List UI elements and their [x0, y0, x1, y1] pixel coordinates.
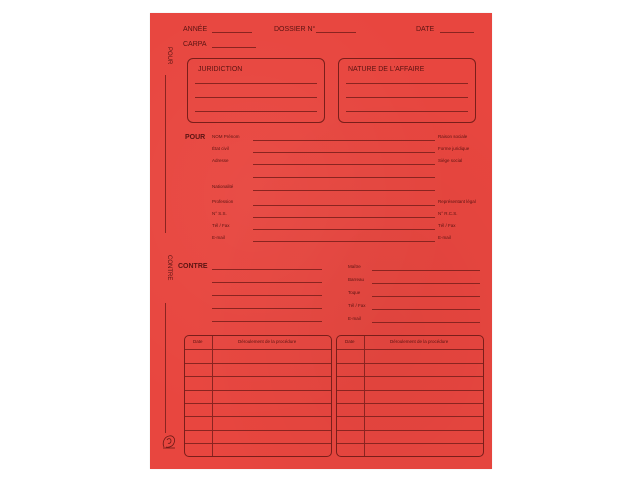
annee-label: ANNÉE [183, 26, 208, 33]
pour-company-label: E-mail [438, 235, 451, 240]
contre-line[interactable] [212, 269, 322, 270]
contre-lawyer-label: E-mail [348, 316, 361, 321]
procedure-column-header: Déroulement de la procédure [238, 339, 297, 344]
pour-side-line [165, 75, 166, 233]
table-row[interactable] [337, 390, 483, 391]
nature-affaire-box [338, 58, 476, 123]
pour-line[interactable] [253, 241, 435, 242]
dossier-field[interactable] [316, 32, 356, 33]
procedure-table-2 [336, 335, 484, 457]
contre-lawyer-line[interactable] [372, 270, 480, 271]
pour-side-label: POUR [166, 47, 172, 65]
table-row[interactable] [337, 443, 483, 444]
contre-lawyer-line[interactable] [372, 296, 480, 297]
pour-company-label: N° R.C.S. [438, 211, 458, 216]
table-row[interactable] [185, 390, 331, 391]
pour-field-label: Profession [212, 199, 234, 204]
table-row[interactable] [185, 363, 331, 364]
date-column-header: Date [193, 339, 203, 344]
dossier-label: DOSSIER N° [274, 26, 316, 33]
procedure-column-header: Déroulement de la procédure [390, 339, 449, 344]
table-row[interactable] [185, 376, 331, 377]
table-row[interactable] [337, 363, 483, 364]
date-label: DATE [416, 26, 435, 33]
nature-line-1[interactable] [346, 83, 468, 84]
pour-company-label: Représentant légal [438, 199, 476, 204]
table-row[interactable] [185, 416, 331, 417]
pour-line[interactable] [253, 164, 435, 165]
contre-line[interactable] [212, 295, 322, 296]
annee-field[interactable] [212, 32, 252, 33]
table-row[interactable] [337, 376, 483, 377]
table-row[interactable] [337, 430, 483, 431]
pour-company-label: Forme juridique [438, 146, 470, 151]
table-row[interactable] [185, 443, 331, 444]
contre-lawyer-label: Tél / Fax [348, 303, 366, 308]
table-row[interactable] [185, 430, 331, 431]
contre-side-label: CONTRE [166, 255, 172, 281]
date-field[interactable] [440, 32, 474, 33]
juridiction-line-3[interactable] [195, 111, 317, 112]
contre-lawyer-line[interactable] [372, 309, 480, 310]
table-row[interactable] [337, 416, 483, 417]
pour-title: POUR [185, 134, 206, 141]
juridiction-box [187, 58, 325, 123]
folder-sheet [150, 13, 492, 469]
pour-company-label: Raison sociale [438, 134, 468, 139]
juridiction-line-2[interactable] [195, 97, 317, 98]
pour-line[interactable] [253, 140, 435, 141]
pour-field-label: Nationalité [212, 184, 234, 189]
juridiction-line-1[interactable] [195, 83, 317, 84]
contre-lawyer-label: Barreau [348, 277, 365, 282]
carpa-field[interactable] [212, 47, 256, 48]
pour-field-label: N° S.S. [212, 211, 227, 216]
carpa-label: CARPA [183, 41, 207, 48]
pour-field-label: NOM Prénom [212, 134, 240, 139]
pour-line[interactable] [253, 217, 435, 218]
nature-affaire-label: NATURE DE L'AFFAIRE [348, 66, 425, 73]
pour-field-label: Adresse [212, 158, 229, 163]
pour-field-label: Tél / Fax [212, 223, 230, 228]
table-row[interactable] [185, 349, 331, 350]
pour-field-label: État civil [212, 146, 229, 151]
table-row[interactable] [337, 349, 483, 350]
contre-line[interactable] [212, 282, 322, 283]
column-divider [212, 336, 213, 456]
pour-company-label: Siège social [438, 158, 463, 163]
pour-line[interactable] [253, 205, 435, 206]
date-column-header: Date [345, 339, 355, 344]
contre-lawyer-label: Toque [348, 290, 361, 295]
contre-title: CONTRE [178, 263, 208, 270]
nature-line-3[interactable] [346, 111, 468, 112]
exacompta-logo-icon [160, 433, 178, 451]
table-row[interactable] [185, 403, 331, 404]
column-divider [364, 336, 365, 456]
pour-line[interactable] [253, 190, 435, 191]
contre-line[interactable] [212, 321, 322, 322]
pour-line[interactable] [253, 177, 435, 178]
pour-field-label: E-mail [212, 235, 225, 240]
contre-side-line [165, 303, 166, 433]
pour-line[interactable] [253, 152, 435, 153]
juridiction-label: JURIDICTION [198, 66, 243, 73]
pour-company-label: Tél / Fax [438, 223, 456, 228]
contre-lawyer-line[interactable] [372, 322, 480, 323]
nature-line-2[interactable] [346, 97, 468, 98]
table-row[interactable] [337, 403, 483, 404]
contre-line[interactable] [212, 308, 322, 309]
contre-lawyer-label: Maître [348, 264, 361, 269]
pour-line[interactable] [253, 229, 435, 230]
procedure-table-1 [184, 335, 332, 457]
contre-lawyer-line[interactable] [372, 283, 480, 284]
